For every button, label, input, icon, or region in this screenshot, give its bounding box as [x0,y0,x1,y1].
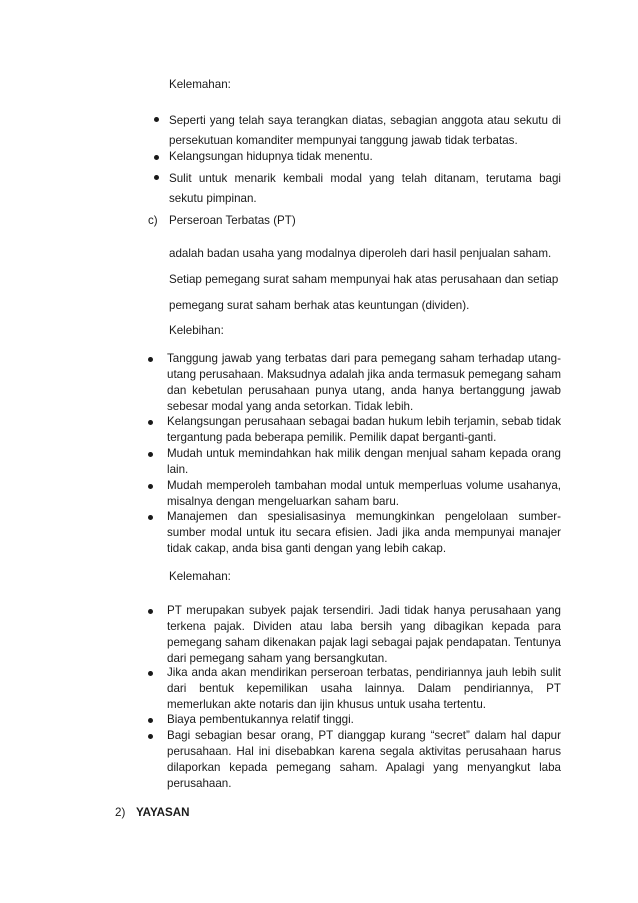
list-item: Seperti yang telah saya terangkan diatas, sebagian anggota atau sekutu di persekutuan komanditer mempunyai tanggung jawab tidak terbatas. [169,114,561,147]
section-title: Perseroan Terbatas (PT) [169,214,296,227]
bullet-icon [148,734,153,739]
list-item: PT merupakan subyek pajak tersendiri. Jadi tidak hanya perusahaan yang terkena pajak. Dividen atau laba bersih yang dibagikan kepada para pemegang saham dikenakan pajak lagi sebagai pajak pendapatan. Tentunya dari pemegang saham yang bersangkutan. [167,604,561,665]
bullet-icon [154,175,159,180]
paragraph: pemegang surat saham berhak atas keuntungan (dividen). [169,299,470,312]
bullet-icon [148,718,153,723]
section-heading: YAYASAN [136,806,190,819]
bullet-icon [154,155,159,160]
bullet-icon [148,357,153,362]
list-item: Sulit untuk menarik kembali modal yang telah ditanam, terutama bagi sekutu pimpinan. [169,172,561,205]
list-item: Mudah untuk memindahkan hak milik dengan menjual saham kepada orang lain. [167,447,561,476]
list-item: Kelangsungan perusahaan sebagai badan hukum lebih terjamin, sebab tidak tergantung pada beberapa pemilik. Pemilik dapat berganti-ganti. [167,415,561,444]
list-item: Kelangsungan hidupnya tidak menentu. [169,150,373,163]
kelemahan-label: Kelemahan: [169,570,231,583]
bullet-icon [148,420,153,425]
list-item: Biaya pembentukannya relatif tinggi. [167,713,354,726]
bullet-icon [148,671,153,676]
list-item: Manajemen dan spesialisasinya memungkinkan pengelolaan sumber-sumber modal untuk itu secara efisien. Jadi jika anda mempunyai manajer tidak cakap, anda bisa ganti dengan yang lebih cakap. [167,510,561,555]
kelemahan-label: Kelemahan: [169,78,231,91]
bullet-icon [148,515,153,520]
paragraph: Setiap pemegang surat saham mempunyai hak atas perusahaan dan setiap [169,273,559,286]
bullet-icon [148,484,153,489]
kelebihan-label: Kelebihan: [169,324,224,337]
section-marker: 2) [115,806,126,819]
paragraph: adalah badan usaha yang modalnya diperoleh dari hasil penjualan saham. [169,247,552,260]
section-marker: c) [148,214,158,227]
bullet-icon [148,452,153,457]
list-item: Bagi sebagian besar orang, PT dianggap kurang “secret” dalam hal dapur perusahaan. Hal ini disebabkan karena segala aktivitas perusahaan harus dilaporkan kepada pemegang saham. Apalagi yang menyangkut laba perusahaan. [167,729,561,790]
bullet-icon [148,609,153,614]
list-item: Jika anda akan mendirikan perseroan terbatas, pendiriannya jauh lebih sulit dari bentuk kepemilikan usaha lainnya. Dalam pendiriannya, PT memerlukan akte notaris dan ijin khusus untuk usaha tertentu. [167,666,561,711]
list-item: Tanggung jawab yang terbatas dari para pemegang saham terhadap utang-utang perusahaan. Maksudnya adalah jika anda termasuk pemegang saham dan kebetulan perusahaan punya utang, anda hanya bertanggung jawab sebesar modal yang anda setorkan. Tidak lebih. [167,352,561,413]
list-item: Mudah memperoleh tambahan modal untuk memperluas volume usahanya, misalnya dengan mengeluarkan saham baru. [167,479,561,508]
bullet-icon [154,117,159,122]
